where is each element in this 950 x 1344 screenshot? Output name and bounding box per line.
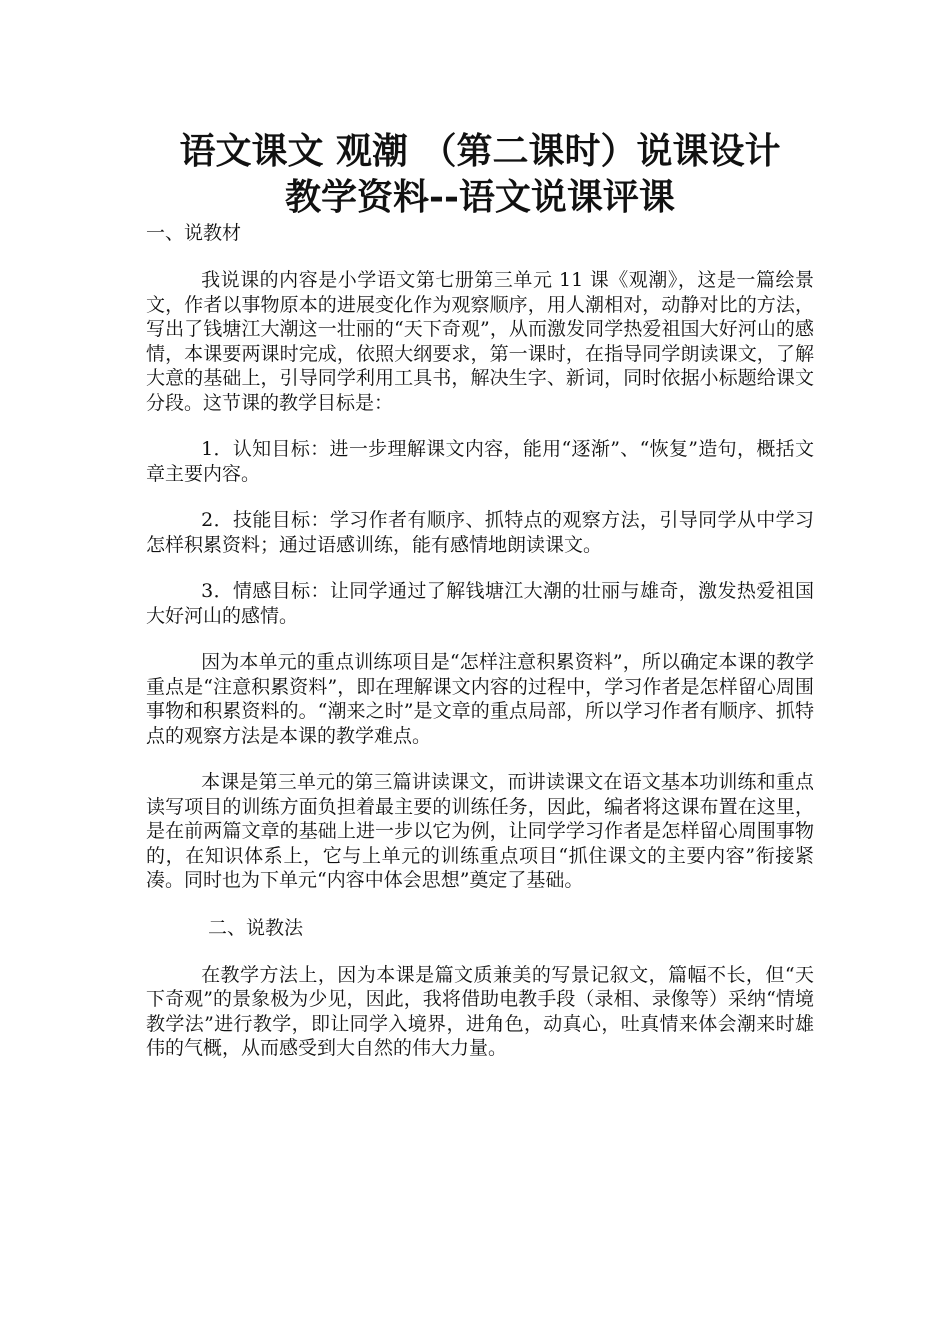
paragraph-teaching-method: 在教学方法上，因为本课是篇文质兼美的写景记叙文，篇幅不长，但“天下奇观”的景象极为少见，因此，我将借助电教手段（录相、录像等）采纳“情境教学法”进行教学，即让同学入境界，进角色，动真心，吐真情来体会潮来时雄伟的气概，从而感受到大自然的伟大力量。 [146,963,814,1059]
section-heading-method: 二、说教法 [208,916,304,939]
paragraph-skill-goal: 2．技能目标：学习作者有顺序、抓特点的观察方法，引导同学从中学习怎样积累资料；通过语感训练，能有感情地朗读课文。 [146,509,814,556]
paragraph-key-points: 因为本单元的重点训练项目是“怎样注意积累资料”，所以确定本课的教学重点是“注意积累资料”，即在理解课文内容的过程中，学习作者是怎样留心周围事物和积累资料的。“潮来之时”是文章的重点局部，所以学习作者有顺序、抓特点的观察方法是本课的教学难点。 [146,651,814,747]
section-heading-textbook: 一、说教材 [146,222,242,244]
paragraph-emotion-goal: 3．情感目标：让同学通过了解钱塘江大潮的壮丽与雄奇，激发热爱祖国大好河山的感情。 [146,580,814,627]
document-page [146,128,814,1061]
paragraph-cognitive-goal: 1．认知目标：进一步理解课文内容，能用“逐渐”、“恢复”造句，概括文章主要内容。 [146,438,814,485]
paragraph-lesson-intro: 我说课的内容是小学语文第七册第三单元 11 课《观潮》，这是一篇绘景文，作者以事物原本的进展变化作为观察顺序，用人潮相对，动静对比的方法，写出了钱塘江大潮这一壮丽的“天下奇观”，从而激发同学热爱祖国大好河山的感情，本课要两课时完成，依照大纲要求，第一课时，在指导同学朗读课文，了解大意的基础上，引导同学利用工具书，解决生字、新词，同时依据小标题给课文分段。这节课的教学目标是： [146,269,814,414]
document-title [146,128,814,220]
title-line-2: 教学资料--语文说课评课 [285,176,675,218]
title-line-1: 语文课文 观潮 （第二课时）说课设计 [179,130,781,172]
paragraph-lesson-position: 本课是第三单元的第三篇讲读课文，而讲读课文在语文基本功训练和重点读写项目的训练方面负担着最主要的训练任务，因此，编者将这课布置在这里，是在前两篇文章的基础上进一步以它为例，让同学学习作者是怎样留心周围事物的，在知识体系上，它与上单元的训练重点项目“抓住课文的主要内容”衔接紧凑。同时也为下单元“内容中体会思想”奠定了基础。 [146,771,814,891]
